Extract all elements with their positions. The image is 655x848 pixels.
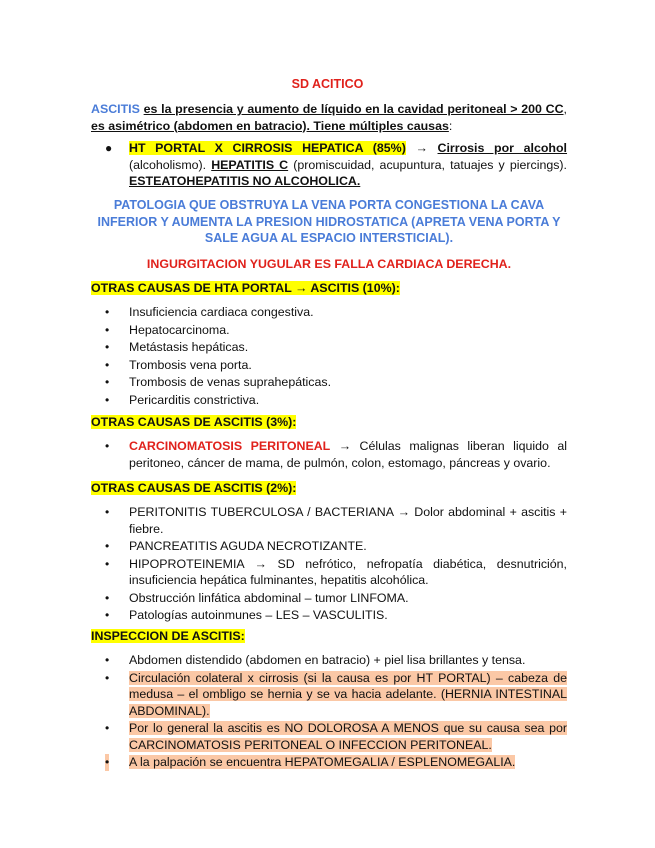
document-title: SD ACITICO (291, 77, 364, 91)
bullet-icon: • (105, 755, 110, 769)
list-item (91, 754, 567, 771)
bullet-icon: • (105, 357, 110, 372)
list-item (91, 670, 567, 720)
list-item (91, 392, 567, 409)
list-item-text: PANCREATITIS AGUDA NECROTIZANTE. (129, 539, 367, 553)
hepatitis-c: HEPATITIS C (211, 157, 289, 172)
bullet-icon: • (105, 322, 110, 337)
list-item-text: Trombosis vena porta. (129, 357, 252, 372)
portal-causes-list (91, 304, 567, 409)
carcinomatosis-label: CARCINOMATOSIS PERITONEAL (129, 439, 331, 453)
section-heading-text: OTRAS CAUSAS DE ASCITIS (3%): (91, 415, 297, 429)
main-cause-text-2: (promiscuidad, acupuntura, tatuajes y piercings). (288, 157, 567, 172)
list-item (91, 438, 567, 471)
list-item (91, 538, 567, 555)
list-item-text: PERITONITIS TUBERCULOSA / BACTERIANA → Dolor abdominal + ascitis + fiebre. (129, 505, 567, 536)
list-item (91, 374, 567, 391)
section-heading-text: INSPECCION DE ASCITIS: (91, 629, 245, 643)
section-heading-ascitis-2 (91, 480, 567, 497)
list-item-text: Trombosis de venas suprahepáticas. (129, 375, 332, 389)
blue-note: PATOLOGIA QUE OBSTRUYA LA VENA PORTA CONGESTIONA LA CAVA INFERIOR Y AUMENTA LA PRESION HIDROSTATICA (APRETA VENA PORTA Y SALE AGUA AL ESPACIO INTERSTICIAL). (97, 198, 561, 245)
list-item (91, 140, 567, 190)
intro-term: ASCITIS (91, 102, 140, 116)
intro-end: : (448, 118, 453, 133)
section-heading-inspeccion (91, 628, 567, 645)
ascitis-3-list (91, 438, 567, 471)
bullet-icon: • (105, 670, 110, 685)
ascitis-2-list (91, 504, 567, 625)
bullet-icon: • (105, 340, 110, 354)
list-item (91, 652, 567, 669)
bullet-icon: • (105, 439, 110, 453)
section-heading-portal (91, 280, 567, 297)
intro-definition: es la presencia y aumento de líquido en la cavidad peritoneal > 200 CC (143, 102, 564, 116)
intro-definition-2: es asimétrico (abdomen en batracio). Tiene múltiples causas (91, 118, 449, 133)
list-item-text: Metástasis hepáticas. (129, 340, 249, 354)
list-item-text: → Células malignas liberan liquido al peritoneo, cáncer de mama, de pulmón, colon, estomago, páncreas y ovario. (129, 439, 567, 470)
steatohepatitis: ESTEATOHEPATITIS NO ALCOHOLICA. (129, 174, 361, 188)
list-item (91, 304, 567, 321)
bullet-icon: • (105, 590, 110, 605)
bullet-icon: • (105, 556, 110, 571)
section-heading-text: OTRAS CAUSAS DE HTA PORTAL → ASCITIS (10%): (91, 281, 400, 295)
main-cause-text: (alcoholismo). (129, 157, 212, 172)
list-item-text: Por lo general la ascitis es NO DOLOROSA A MENOS que su causa sea por CARCINOMATOSIS PERITONEAL O INFECCION PERITONEAL. (129, 721, 567, 752)
list-item (91, 504, 567, 537)
bullet-icon: • (105, 608, 110, 622)
bullet-icon: • (105, 392, 110, 407)
bullet-icon: • (105, 505, 110, 519)
list-item-text: Circulación colateral x cirrosis (si la causa es por HT PORTAL) – cabeza de medusa – el ombligo se hernia y se va hacia adelante. (HERNIA INTESTINAL ABDOMINAL). (129, 670, 567, 718)
main-cause-list (91, 140, 567, 190)
list-item-text: A la palpación se encuentra HEPATOMEGALIA / ESPLENOMEGALIA. (129, 755, 516, 769)
list-item-text: Abdomen distendido (abdomen en batracio) + piel lisa brillantes y tensa. (129, 653, 526, 667)
list-item (91, 339, 567, 356)
list-item-text: Pericarditis constrictiva. (129, 392, 260, 407)
list-item (91, 556, 567, 589)
list-item (91, 590, 567, 607)
section-heading-text: OTRAS CAUSAS DE ASCITIS (2%): (91, 481, 297, 495)
list-item (91, 357, 567, 374)
alcohol-cirrhosis: Cirrosis por alcohol (437, 141, 568, 155)
list-item-text: Insuficiencia cardiaca congestiva. (129, 305, 314, 319)
bullet-icon: ● (105, 141, 113, 155)
arrow-icon: → (405, 141, 438, 155)
bullet-icon: • (105, 721, 110, 735)
bullet-icon: • (105, 375, 110, 389)
bullet-icon: • (105, 653, 110, 667)
bullet-icon: • (105, 539, 110, 553)
list-item-text: Patologías autoinmunes – LES – VASCULITIS. (129, 608, 388, 622)
list-item-text: HIPOPROTEINEMIA → SD nefrótico, nefropatía diabética, desnutrición, insuficiencia hepática fulminantes, hepatitis alcohólica. (129, 556, 567, 587)
bullet-icon: • (105, 305, 110, 319)
portal-hypertension-cause: HT PORTAL X CIRROSIS HEPATICA (85%) (129, 141, 406, 155)
list-item (91, 720, 567, 753)
list-item (91, 607, 567, 624)
intro-separator: , (563, 102, 567, 116)
list-item-text: Hepatocarcinoma. (129, 322, 230, 337)
red-note: INGURGITACION YUGULAR ES FALLA CARDIACA DERECHA. (146, 257, 512, 271)
list-item (91, 322, 567, 339)
inspeccion-list (91, 652, 567, 772)
section-heading-ascitis-3 (91, 414, 567, 431)
intro-paragraph (91, 101, 567, 134)
list-item-text: Obstrucción linfática abdominal – tumor LINFOMA. (129, 590, 409, 605)
